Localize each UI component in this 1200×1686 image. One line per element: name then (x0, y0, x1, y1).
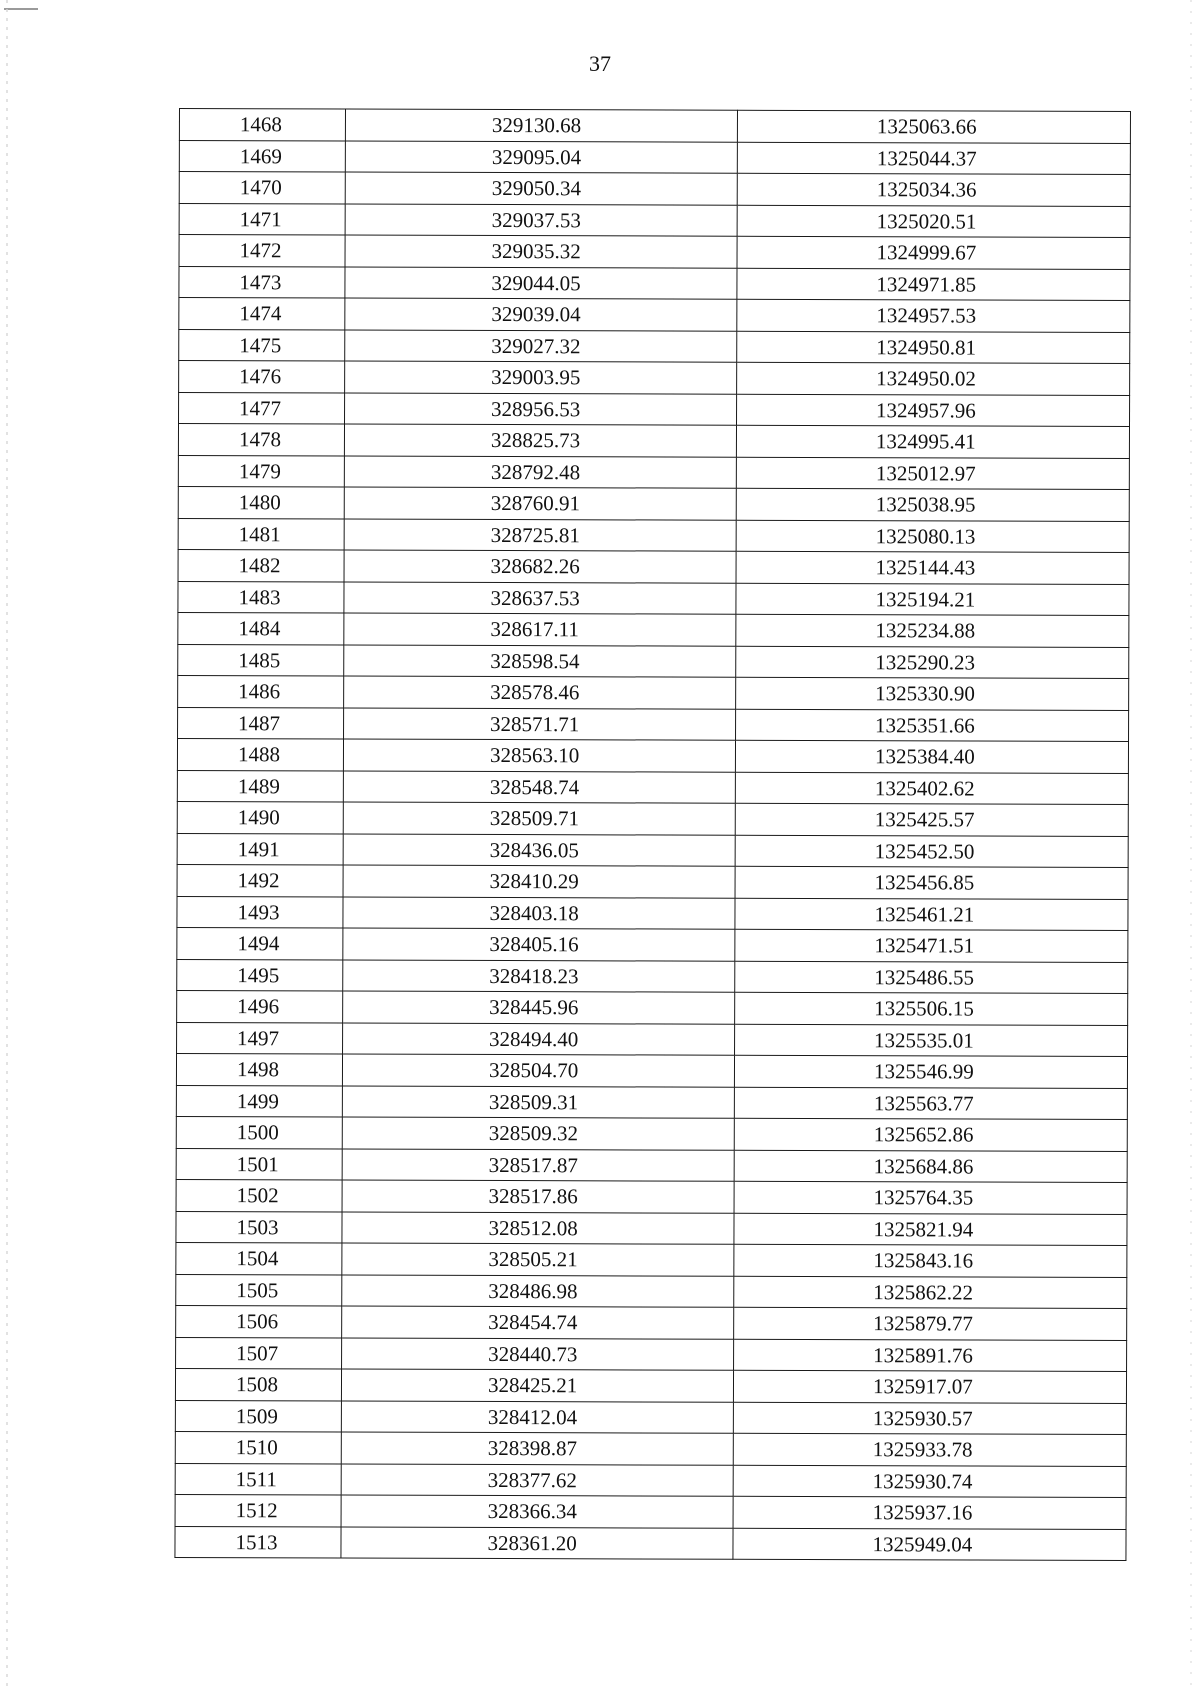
point-number-cell: 1498 (176, 1053, 342, 1085)
point-number-cell: 1502 (176, 1179, 342, 1211)
y-coordinate-cell: 1325930.74 (733, 1465, 1126, 1498)
x-coordinate-cell: 328410.29 (343, 865, 735, 898)
y-coordinate-cell: 1325879.77 (734, 1307, 1127, 1340)
point-number-cell: 1508 (175, 1368, 341, 1400)
point-number-cell: 1492 (177, 864, 343, 896)
x-coordinate-cell: 328504.70 (342, 1054, 734, 1087)
table-row (179, 235, 1130, 269)
table-row (176, 1179, 1127, 1213)
scan-mark (4, 8, 38, 10)
y-coordinate-cell: 1324999.67 (737, 236, 1130, 269)
y-coordinate-cell: 1325843.16 (734, 1244, 1127, 1277)
x-coordinate-cell: 329037.53 (345, 204, 737, 237)
y-coordinate-cell: 1325351.66 (736, 709, 1129, 742)
point-number-cell: 1495 (177, 959, 343, 991)
table-row (178, 581, 1129, 615)
x-coordinate-cell: 328445.96 (343, 991, 735, 1024)
point-number-cell: 1496 (177, 990, 343, 1022)
x-coordinate-cell: 328403.18 (343, 897, 735, 930)
y-coordinate-cell: 1325425.57 (735, 803, 1128, 836)
point-number-cell: 1471 (179, 203, 345, 235)
point-number-cell: 1505 (176, 1274, 342, 1306)
table-row (176, 1116, 1127, 1150)
table-row (176, 1053, 1127, 1087)
x-coordinate-cell: 328418.23 (343, 960, 735, 993)
y-coordinate-cell: 1325461.21 (735, 898, 1128, 931)
x-coordinate-cell: 328682.26 (344, 550, 736, 583)
coordinate-table-body (175, 109, 1131, 1561)
y-coordinate-cell: 1325546.99 (734, 1055, 1127, 1088)
y-coordinate-cell: 1325652.86 (734, 1118, 1127, 1151)
x-coordinate-cell: 328792.48 (344, 456, 736, 489)
table-row (177, 959, 1128, 993)
point-number-cell: 1490 (177, 801, 343, 833)
table-row (176, 1242, 1127, 1276)
point-number-cell: 1479 (178, 455, 344, 487)
x-coordinate-cell: 328494.40 (343, 1023, 735, 1056)
point-number-cell: 1512 (175, 1494, 341, 1526)
table-row (178, 424, 1129, 458)
x-coordinate-cell: 329035.32 (345, 235, 737, 268)
x-coordinate-cell: 328361.20 (341, 1527, 733, 1560)
table-row (177, 864, 1128, 898)
x-coordinate-cell: 328509.32 (342, 1117, 734, 1150)
point-number-cell: 1504 (176, 1242, 342, 1274)
y-coordinate-cell: 1325821.94 (734, 1213, 1127, 1246)
x-coordinate-cell: 329050.34 (345, 172, 737, 205)
x-coordinate-cell: 328825.73 (344, 424, 736, 457)
table-row (177, 738, 1128, 772)
point-number-cell: 1473 (179, 266, 345, 298)
y-coordinate-cell: 1325452.50 (735, 835, 1128, 868)
point-number-cell: 1494 (177, 927, 343, 959)
table-row (179, 392, 1130, 426)
page-number: 37 (589, 51, 611, 76)
y-coordinate-cell: 1325080.13 (736, 520, 1129, 553)
y-coordinate-cell: 1325012.97 (736, 457, 1129, 490)
x-coordinate-cell: 328436.05 (343, 834, 735, 867)
point-number-cell: 1491 (177, 833, 343, 865)
x-coordinate-cell: 328956.53 (345, 393, 737, 426)
y-coordinate-cell: 1324957.53 (737, 299, 1130, 332)
x-coordinate-cell: 329027.32 (345, 330, 737, 363)
y-coordinate-cell: 1325891.76 (734, 1339, 1127, 1372)
y-coordinate-cell: 1324995.41 (736, 425, 1129, 458)
table-row (178, 707, 1129, 741)
x-coordinate-cell: 328578.46 (344, 676, 736, 709)
scan-edge-right (1190, 0, 1192, 1686)
point-number-cell: 1475 (179, 329, 345, 361)
point-number-cell: 1480 (178, 486, 344, 518)
x-coordinate-cell: 328454.74 (342, 1306, 734, 1339)
point-number-cell: 1486 (178, 675, 344, 707)
y-coordinate-cell: 1325456.85 (735, 866, 1128, 899)
point-number-cell: 1477 (179, 392, 345, 424)
point-number-cell: 1472 (179, 235, 345, 267)
y-coordinate-cell: 1325234.88 (736, 614, 1129, 647)
table-row (178, 612, 1129, 646)
y-coordinate-cell: 1325930.57 (733, 1402, 1126, 1435)
x-coordinate-cell: 328440.73 (342, 1338, 734, 1371)
point-number-cell: 1483 (178, 581, 344, 613)
y-coordinate-cell: 1325471.51 (735, 929, 1128, 962)
x-coordinate-cell: 328486.98 (342, 1275, 734, 1308)
table-row (176, 1305, 1127, 1339)
scan-edge-left (6, 0, 8, 1686)
x-coordinate-cell: 328412.04 (341, 1401, 733, 1434)
table-row (179, 361, 1130, 395)
y-coordinate-cell: 1325684.86 (734, 1150, 1127, 1183)
x-coordinate-cell: 328617.11 (344, 613, 736, 646)
y-coordinate-cell: 1325506.15 (735, 992, 1128, 1025)
point-number-cell: 1488 (177, 738, 343, 770)
point-number-cell: 1476 (179, 361, 345, 393)
y-coordinate-cell: 1325535.01 (735, 1024, 1128, 1057)
x-coordinate-cell: 328512.08 (342, 1212, 734, 1245)
x-coordinate-cell: 328760.91 (344, 487, 736, 520)
point-number-cell: 1497 (177, 1022, 343, 1054)
y-coordinate-cell: 1324950.02 (737, 362, 1130, 395)
x-coordinate-cell: 328398.87 (341, 1432, 733, 1465)
point-number-cell: 1478 (178, 424, 344, 456)
point-number-cell: 1470 (179, 172, 345, 204)
point-number-cell: 1485 (178, 644, 344, 676)
table-row (179, 329, 1130, 363)
x-coordinate-cell: 328517.87 (342, 1149, 734, 1182)
table-row (175, 1400, 1126, 1434)
table-row (176, 1148, 1127, 1182)
y-coordinate-cell: 1325862.22 (734, 1276, 1127, 1309)
point-number-cell: 1469 (179, 140, 345, 172)
table-row (177, 833, 1128, 867)
x-coordinate-cell: 328571.71 (344, 708, 736, 741)
table-row (179, 109, 1130, 143)
point-number-cell: 1501 (176, 1148, 342, 1180)
x-coordinate-cell: 328563.10 (343, 739, 735, 772)
table-row (179, 266, 1130, 300)
x-coordinate-cell: 328598.54 (344, 645, 736, 678)
point-number-cell: 1487 (178, 707, 344, 739)
table-row (176, 1085, 1127, 1119)
x-coordinate-cell: 329044.05 (345, 267, 737, 300)
x-coordinate-cell: 328637.53 (344, 582, 736, 615)
x-coordinate-cell: 328405.16 (343, 928, 735, 961)
y-coordinate-cell: 1325937.16 (733, 1496, 1126, 1529)
x-coordinate-cell: 328377.62 (341, 1464, 733, 1497)
table-row (178, 675, 1129, 709)
y-coordinate-cell: 1325034.36 (737, 173, 1130, 206)
table-row (176, 1274, 1127, 1308)
table-row (177, 896, 1128, 930)
y-coordinate-cell: 1325063.66 (737, 110, 1130, 143)
x-coordinate-cell: 328517.86 (342, 1180, 734, 1213)
y-coordinate-cell: 1325194.21 (736, 583, 1129, 616)
y-coordinate-cell: 1324950.81 (737, 331, 1130, 364)
x-coordinate-cell: 329130.68 (345, 109, 737, 142)
point-number-cell: 1507 (176, 1337, 342, 1369)
x-coordinate-cell: 328548.74 (343, 771, 735, 804)
y-coordinate-cell: 1325933.78 (733, 1433, 1126, 1466)
table-row (175, 1463, 1126, 1497)
point-number-cell: 1482 (178, 549, 344, 581)
table-row (176, 1337, 1127, 1371)
y-coordinate-cell: 1324971.85 (737, 268, 1130, 301)
x-coordinate-cell: 329039.04 (345, 298, 737, 331)
table-row (179, 203, 1130, 237)
y-coordinate-cell: 1325038.95 (736, 488, 1129, 521)
x-coordinate-cell: 328425.21 (341, 1369, 733, 1402)
point-number-cell: 1510 (175, 1431, 341, 1463)
table-row (175, 1431, 1126, 1465)
table-row (178, 549, 1129, 583)
point-number-cell: 1484 (178, 612, 344, 644)
table-row (176, 1211, 1127, 1245)
x-coordinate-cell: 328509.71 (343, 802, 735, 835)
table-row (179, 172, 1130, 206)
x-coordinate-cell: 329003.95 (345, 361, 737, 394)
y-coordinate-cell: 1325290.23 (736, 646, 1129, 679)
point-number-cell: 1493 (177, 896, 343, 928)
table-row (179, 140, 1130, 174)
y-coordinate-cell: 1325330.90 (736, 677, 1129, 710)
table-row (178, 455, 1129, 489)
point-number-cell: 1513 (175, 1526, 341, 1558)
x-coordinate-cell: 328509.31 (342, 1086, 734, 1119)
y-coordinate-cell: 1325384.40 (735, 740, 1128, 773)
table-row (175, 1368, 1126, 1402)
y-coordinate-cell: 1325020.51 (737, 205, 1130, 238)
y-coordinate-cell: 1325144.43 (736, 551, 1129, 584)
point-number-cell: 1499 (176, 1085, 342, 1117)
table-row (177, 801, 1128, 835)
coordinate-table (174, 108, 1131, 1561)
table-row (179, 298, 1130, 332)
table-row (177, 990, 1128, 1024)
x-coordinate-cell: 328366.34 (341, 1495, 733, 1528)
table-row (177, 927, 1128, 961)
y-coordinate-cell: 1325044.37 (737, 142, 1130, 175)
y-coordinate-cell: 1325486.55 (735, 961, 1128, 994)
x-coordinate-cell: 328725.81 (344, 519, 736, 552)
table-row (178, 644, 1129, 678)
point-number-cell: 1503 (176, 1211, 342, 1243)
point-number-cell: 1468 (179, 109, 345, 141)
y-coordinate-cell: 1325949.04 (733, 1528, 1126, 1561)
point-number-cell: 1511 (175, 1463, 341, 1495)
point-number-cell: 1474 (179, 298, 345, 330)
point-number-cell: 1500 (176, 1116, 342, 1148)
table-row (178, 486, 1129, 520)
table-row (177, 770, 1128, 804)
table-row (175, 1526, 1126, 1560)
y-coordinate-cell: 1325402.62 (735, 772, 1128, 805)
point-number-cell: 1506 (176, 1305, 342, 1337)
point-number-cell: 1481 (178, 518, 344, 550)
y-coordinate-cell: 1325917.07 (733, 1370, 1126, 1403)
table-row (177, 1022, 1128, 1056)
x-coordinate-cell: 328505.21 (342, 1243, 734, 1276)
point-number-cell: 1509 (175, 1400, 341, 1432)
table-row (178, 518, 1129, 552)
y-coordinate-cell: 1325563.77 (734, 1087, 1127, 1120)
table-row (175, 1494, 1126, 1528)
y-coordinate-cell: 1324957.96 (737, 394, 1130, 427)
x-coordinate-cell: 329095.04 (345, 141, 737, 174)
y-coordinate-cell: 1325764.35 (734, 1181, 1127, 1214)
point-number-cell: 1489 (177, 770, 343, 802)
